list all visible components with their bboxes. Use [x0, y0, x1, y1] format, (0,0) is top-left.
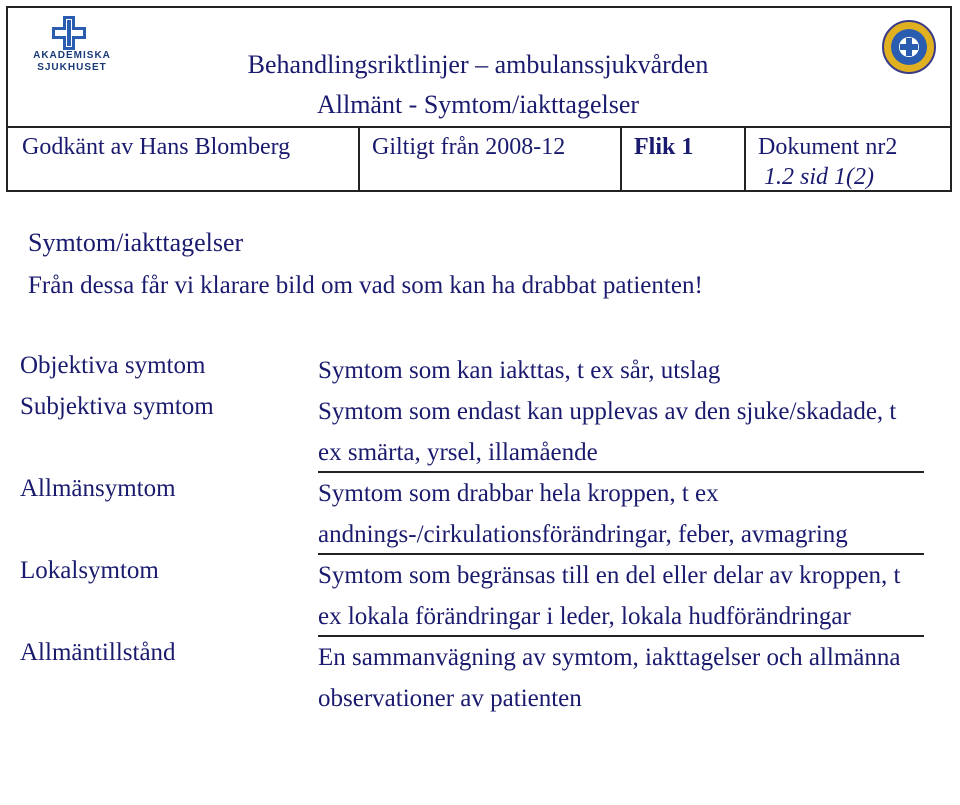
term-definition: En sammanvägning av symtom, iakttagelser och allmänna observationer av patienten: [318, 644, 901, 712]
ambulance-emblem-icon: [882, 18, 936, 76]
document-header: [6, 6, 952, 192]
document-title: Behandlingsriktlinjer – ambulanssjukvården: [247, 50, 709, 79]
term-label: Allmänsymtom: [20, 475, 176, 502]
term-label: Subjektiva symtom: [20, 393, 214, 420]
list-item: [20, 350, 920, 391]
list-item: [20, 473, 920, 555]
document-meta-row: [8, 126, 950, 192]
list-item: [20, 391, 920, 473]
hospital-name: AKADEMISKA SJUKHUSET: [33, 50, 111, 73]
list-item: [20, 637, 920, 719]
list-item: [20, 555, 920, 637]
medical-cross-icon: [52, 16, 86, 50]
section-title: Symtom/iakttagelser: [28, 228, 244, 257]
term-definition: Symtom som endast kan upplevas av den sjuke/skadade, t ex smärta, yrsel, illamående: [318, 398, 897, 466]
hospital-logo: [22, 16, 122, 78]
document-subtitle: Allmänt - Symtom/iakttagelser: [316, 90, 640, 119]
valid-from: Giltigt från 2008-12: [360, 128, 622, 192]
term-definition: Symtom som begränsas till en del eller delar av kroppen, t ex lokala förändringar i leder, lokala hudförändringar: [318, 562, 901, 630]
tab-label: Flik 1: [622, 128, 746, 192]
term-label: Allmäntillstånd: [20, 639, 176, 666]
document-number: Dokument nr2 1.2 sid 1(2): [758, 134, 898, 190]
term-definition: Symtom som kan iakttas, t ex sår, utslag: [318, 357, 721, 384]
term-definition: Symtom som drabbar hela kroppen, t ex andnings-/cirkulationsförändringar, feber, avmagring: [318, 480, 848, 548]
term-definition-list: [20, 350, 920, 719]
approved-by: Godkänt av Hans Blomberg: [8, 128, 360, 192]
term-label: Lokalsymtom: [20, 557, 159, 584]
term-label: Objektiva symtom: [20, 352, 206, 379]
section-intro: Från dessa får vi klarare bild om vad som kan ha drabbat patienten!: [28, 272, 703, 299]
